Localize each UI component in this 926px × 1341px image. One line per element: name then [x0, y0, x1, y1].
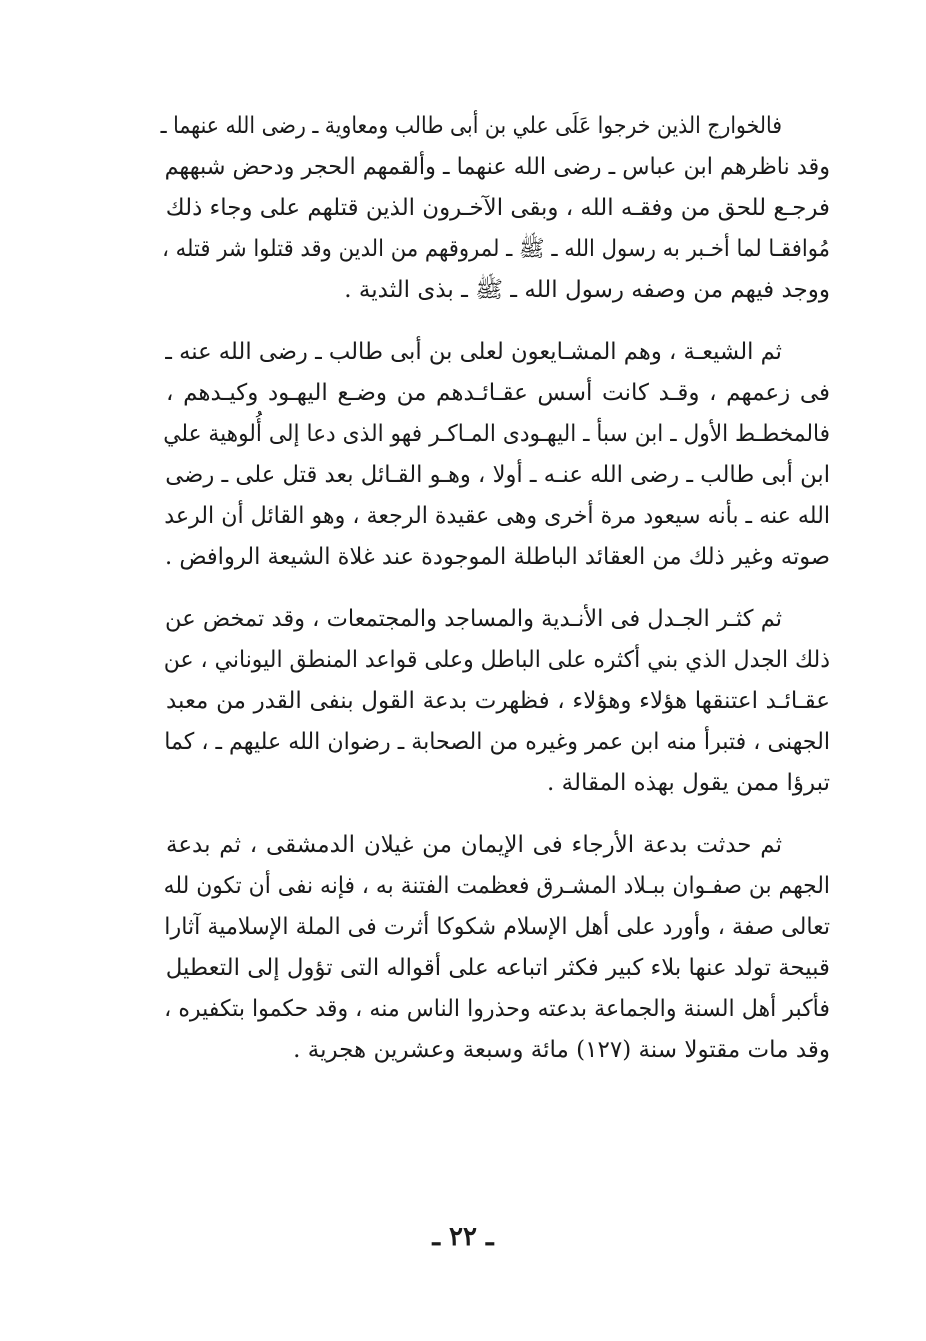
text-line: ابن أبى طالب ـ رضى الله عنـه ـ أولا ، وهـو القـائل بعد قتل على ـ رضى: [165, 462, 830, 488]
paragraph: [118, 332, 830, 578]
paragraph: [118, 825, 830, 1071]
text-line: فالمخطـط الأول ـ ابن سبأ ـ اليهـودى المـاكـر فهو الذى دعا إلى أُلوهية علي: [163, 421, 830, 447]
page-number: ـ ٢٢ ـ: [432, 1222, 494, 1252]
text-line: وقد مات مقتولا سنة (١٢٧) مائة وسبعة وعشرين هجرية .: [293, 1037, 830, 1063]
text-line: ثم حدثت بدعة الأرجاء فى الإيمان من غيلان الدمشقى ، ثم بدعة: [166, 832, 782, 858]
text-line: الجهم بن صفـوان ببـلاد المشـرق فعظمت الفتنة به ، فإنه نفى أن تكون لله: [163, 873, 830, 899]
text-line: قبيحة تولد عنها بلاء كبير فكثر اتباعه على أقواله التى تؤول إلى التعطيل: [165, 955, 830, 981]
text-line: فالخوارج الذين خرجوا عَلَى علي بن أبى طالب ومعاوية ـ رضى الله عنهما ـ: [160, 113, 782, 139]
text-line: عقـائـد اعتنقها هؤلاء وهؤلاء ، فظهرت بدعة القول بنفى القدر من معبد: [165, 688, 830, 714]
text-line: صوته وغير ذلك من العقائد الباطلة الموجودة عند غلاة الشيعة الروافض .: [164, 544, 831, 570]
text-line: فأكبر أهل السنة والجماعة بدعته وحذروا الناس منه ، وقد حكموا بتكفيره ،: [164, 996, 830, 1022]
text-line: تعالى صفة ، وأورد على أهل الإسلام شكوكا أثرت فى الملة الإسلامية آثارا: [164, 914, 831, 940]
paragraph: [118, 106, 830, 311]
text-line: فى زعمهم ، وقـد كانت أسس عقـائـدهم من وضـع اليهـود وكيـدهم ،: [166, 380, 830, 406]
text-line: ووجد فيهم من وصفه رسول الله ـ ﷺ ـ بذى الثدية .: [344, 277, 830, 303]
text-line: الجهنى ، فتبرأ منه ابن عمر وغيره من الصحابة ـ رضوان الله عليهم ـ ، كما: [164, 729, 830, 755]
text-line: ذلك الجدل الذي بني أكثره على الباطل وعلى قواعد المنطق اليوناني ، عن: [163, 647, 830, 673]
text-line: ثم كثـر الجـدل فى الأنـدية والمساجد والمجتمعات ، وقد تمخض عن: [165, 606, 783, 632]
paragraph: [118, 599, 830, 804]
text-line: وقد ناظرهم ابن عباس ـ رضى الله عنهما ـ وألقمهم الحجر ودحض شبههم: [164, 154, 830, 180]
text-line: الله عنه ـ بأنه سيعود مرة أخرى وهى عقيدة الرجعة ، وهو القائل أن الرعد: [164, 503, 831, 529]
text-line: مُوافقـا لما أخـبر به رسول الله ـ ﷺ ـ لمروقهم من الدين وقد قتلوا شر قتله ،: [162, 236, 830, 262]
text-line: ثم الشيعـة ، وهم المشـايعون لعلى بن أبى طالب ـ رضى الله عنه ـ: [165, 339, 782, 365]
body-text: [118, 106, 830, 1092]
text-line: تبرؤا ممن يقول بهذه المقالة .: [547, 770, 830, 796]
text-line: فرجـع للحق من وفقـه الله ، وبقى الآخـرون الذين قتلهم على وجاء ذلك: [165, 195, 830, 221]
